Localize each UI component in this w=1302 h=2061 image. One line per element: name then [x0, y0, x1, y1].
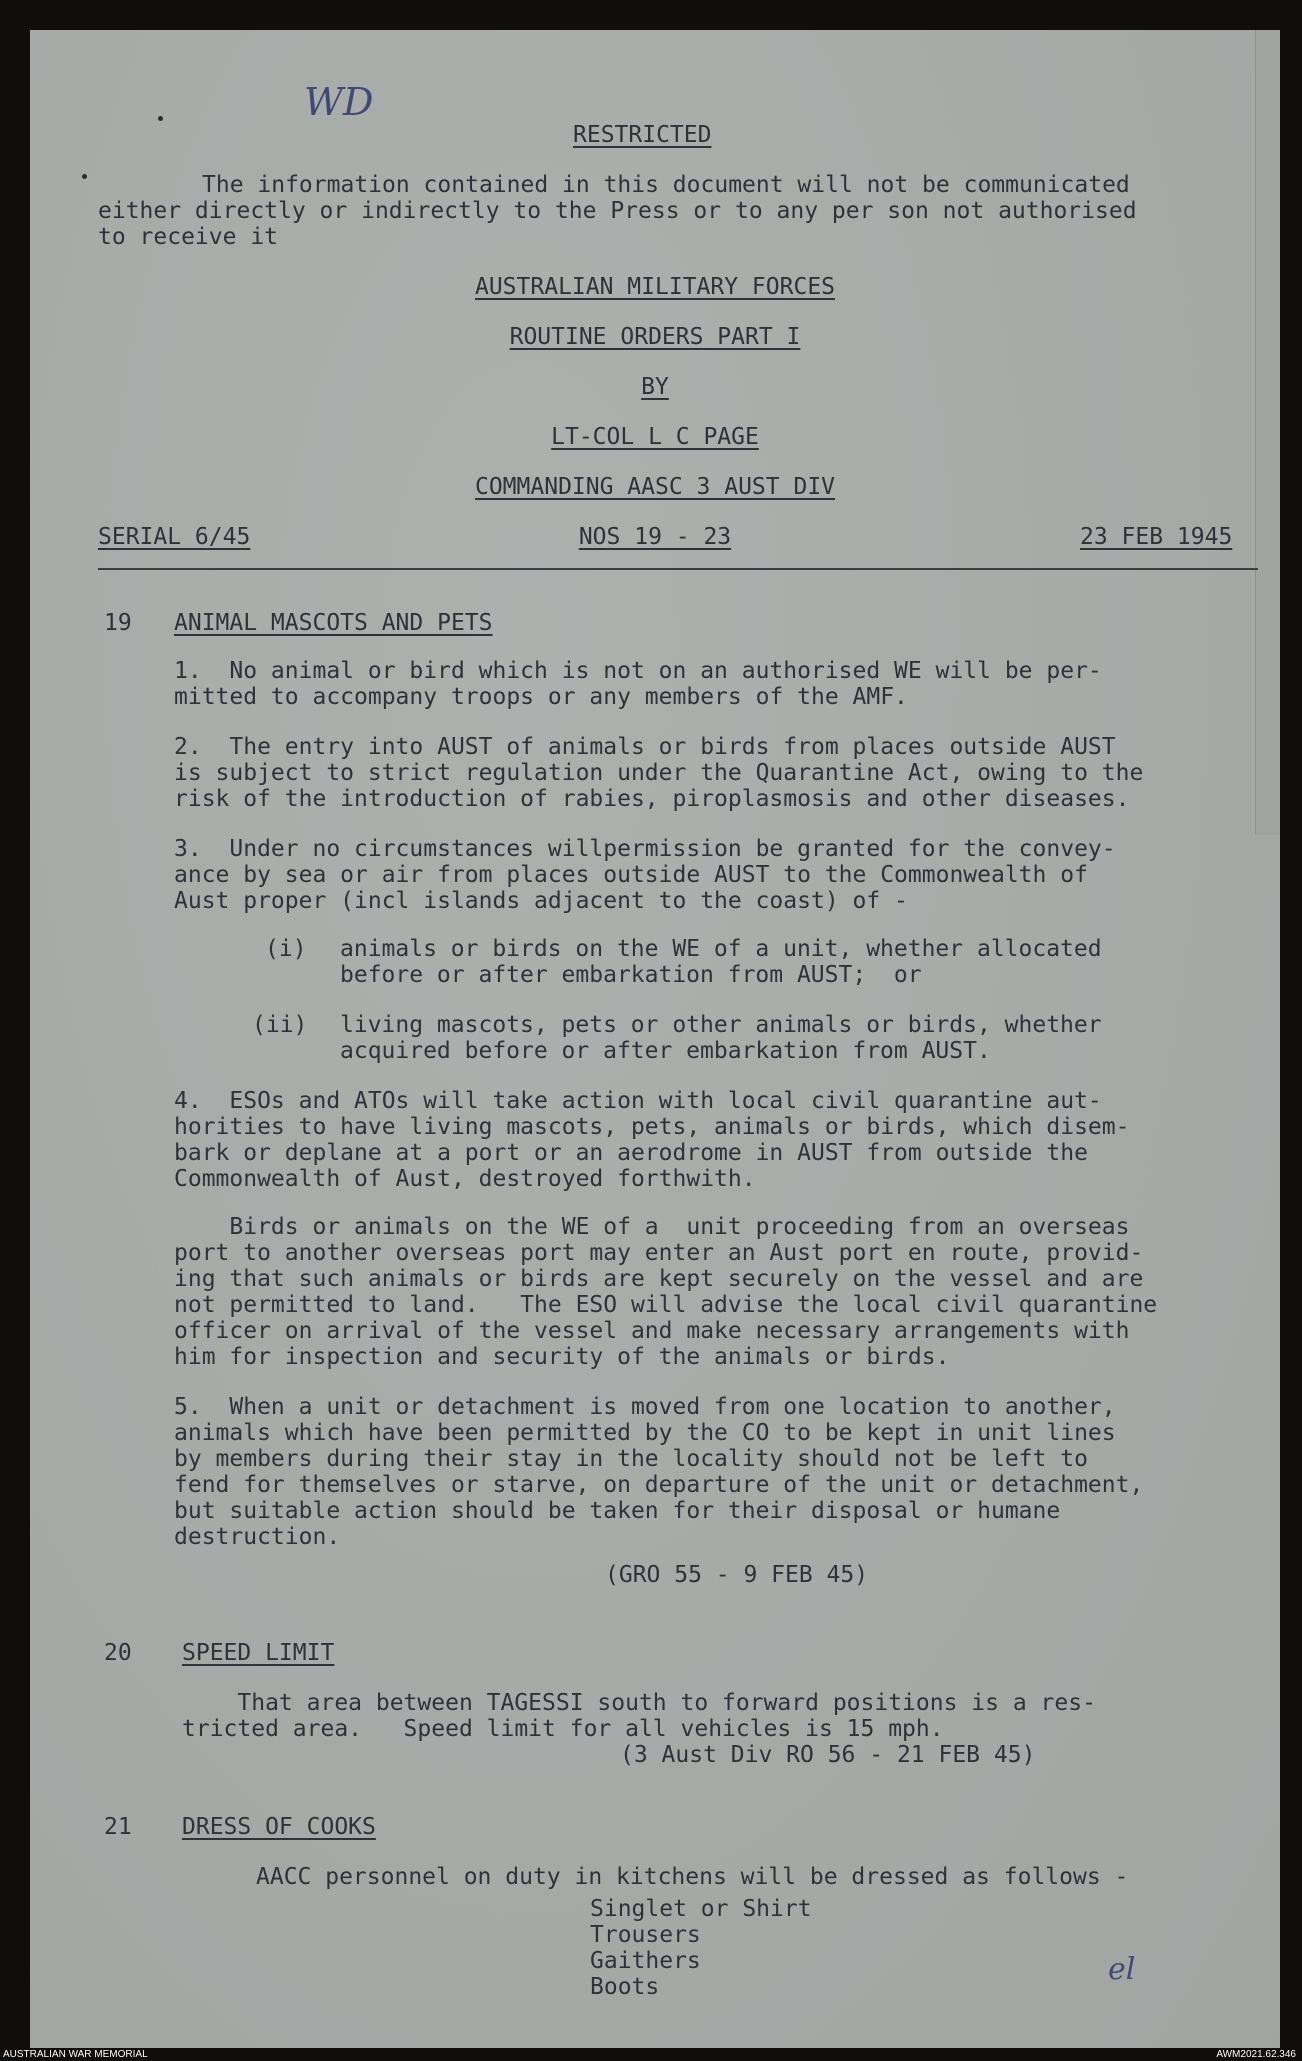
document-title: ROUTINE ORDERS PART I	[509, 324, 801, 350]
paragraph-line: him for inspection and security of the animals or birds.	[174, 1344, 950, 1370]
paragraph-line: tricted area. Speed limit for all vehicles is 15 mph.	[182, 1716, 944, 1742]
order-title: ANIMAL MASCOTS AND PETS	[174, 610, 493, 636]
paragraph-line: risk of the introduction of rabies, piroplasmosis and other diseases.	[174, 786, 1130, 812]
order-numbers: NOS 19 - 23	[578, 524, 732, 550]
paragraph-line: 1. No animal or bird which is not on an authorised WE will be per-	[174, 658, 1102, 684]
organisation-heading: AUSTRALIAN MILITARY FORCES	[474, 274, 836, 300]
sub-item-number: (ii)	[252, 1012, 308, 1038]
order-title: SPEED LIMIT	[182, 1640, 335, 1666]
paragraph-line: mitted to accompany troops or any members of the AMF.	[174, 684, 908, 710]
paragraph-line: ing that such animals or birds are kept securely on the vessel and are	[174, 1266, 1144, 1292]
list-item: Gaithers	[590, 1948, 701, 1974]
order-title: DRESS OF COOKS	[182, 1814, 376, 1840]
paragraph-line: not permitted to land. The ESO will advise the local civil quarantine	[174, 1292, 1158, 1318]
list-item: Trousers	[590, 1922, 701, 1948]
handwritten-mark: el	[1108, 1952, 1136, 1987]
restriction-notice-line: The information contained in this document will not be communicated	[202, 172, 1130, 198]
restriction-notice-line: either directly or indirectly to the Press or to any per son not authorised	[98, 198, 1137, 224]
document-page	[30, 30, 1280, 2048]
paragraph-line: fend for themselves or starve, on departure of the unit or detachment,	[174, 1472, 1144, 1498]
paragraph-line: Aust proper (incl islands adjacent to the coast) of -	[174, 888, 908, 914]
paragraph-line: is subject to strict regulation under the Quarantine Act, owing to the	[174, 760, 1144, 786]
classification-heading: RESTRICTED	[573, 122, 712, 148]
sub-item-line: acquired before or after embarkation from AUST.	[340, 1038, 991, 1064]
paragraph-line: destruction.	[174, 1524, 341, 1550]
paragraph-line: 3. Under no circumstances willpermission be granted for the convey-	[174, 836, 1116, 862]
restriction-notice-line: to receive it	[98, 224, 279, 250]
command-unit: COMMANDING AASC 3 AUST DIV	[474, 474, 836, 500]
footer-archive-name: AUSTRALIAN WAR MEMORIAL	[3, 2049, 148, 2060]
ink-mark	[82, 174, 87, 179]
order-reference: (GRO 55 - 9 FEB 45)	[605, 1562, 869, 1588]
order-reference: (3 Aust Div RO 56 - 21 FEB 45)	[620, 1742, 1036, 1768]
paragraph-line: animals which have been permitted by the CO to be kept in unit lines	[174, 1420, 1116, 1446]
commanding-officer: LT-COL L C PAGE	[551, 424, 759, 450]
order-number: 20	[104, 1640, 132, 1666]
paragraph-line: That area between TAGESSI south to forward positions is a res-	[182, 1690, 1096, 1716]
paragraph-line: 2. The entry into AUST of animals or birds from places outside AUST	[174, 734, 1116, 760]
sub-item-line: before or after embarkation from AUST; or	[340, 962, 922, 988]
serial-number: SERIAL 6/45	[98, 524, 251, 550]
sub-item-line: living mascots, pets or other animals or birds, whether	[340, 1012, 1102, 1038]
paragraph-line: 5. When a unit or detachment is moved from one location to another,	[174, 1394, 1116, 1420]
issue-date: 23 FEB 1945	[1080, 524, 1233, 550]
paragraph-line: port to another overseas port may enter an Aust port en route, provid-	[174, 1240, 1144, 1266]
paragraph-line: by members during their stay in the locality should not be left to	[174, 1446, 1088, 1472]
header-divider	[98, 568, 1258, 570]
sub-item-line: animals or birds on the WE of a unit, whether allocated	[340, 936, 1102, 962]
paragraph-line: ance by sea or air from places outside AUST to the Commonwealth of	[174, 862, 1088, 888]
paragraph-line: Commonwealth of Aust, destroyed forthwith.	[174, 1166, 756, 1192]
list-item: Boots	[590, 1974, 660, 2000]
paragraph-line: 4. ESOs and ATOs will take action with local civil quarantine aut-	[174, 1088, 1102, 1114]
sub-item-number: (i)	[265, 936, 307, 962]
by-line: BY	[641, 374, 669, 400]
paragraph-line: officer on arrival of the vessel and make necessary arrangements with	[174, 1318, 1130, 1344]
paragraph-line: bark or deplane at a port or an aerodrome in AUST from outside the	[174, 1140, 1088, 1166]
handwritten-initials: WD	[304, 80, 374, 124]
paragraph-line: but suitable action should be taken for their disposal or humane	[174, 1498, 1061, 1524]
paragraph-line: AACC personnel on duty in kitchens will be dressed as follows -	[256, 1864, 1129, 1890]
ink-mark	[158, 116, 163, 121]
order-number: 21	[104, 1814, 132, 1840]
paragraph-line: horities to have living mascots, pets, animals or birds, which disem-	[174, 1114, 1130, 1140]
paragraph-line: Birds or animals on the WE of a unit proceeding from an overseas	[174, 1214, 1130, 1240]
order-number: 19	[104, 610, 132, 636]
list-item: Singlet or Shirt	[590, 1896, 812, 1922]
footer-accession-number: AWM2021.62.346	[1216, 2049, 1296, 2060]
